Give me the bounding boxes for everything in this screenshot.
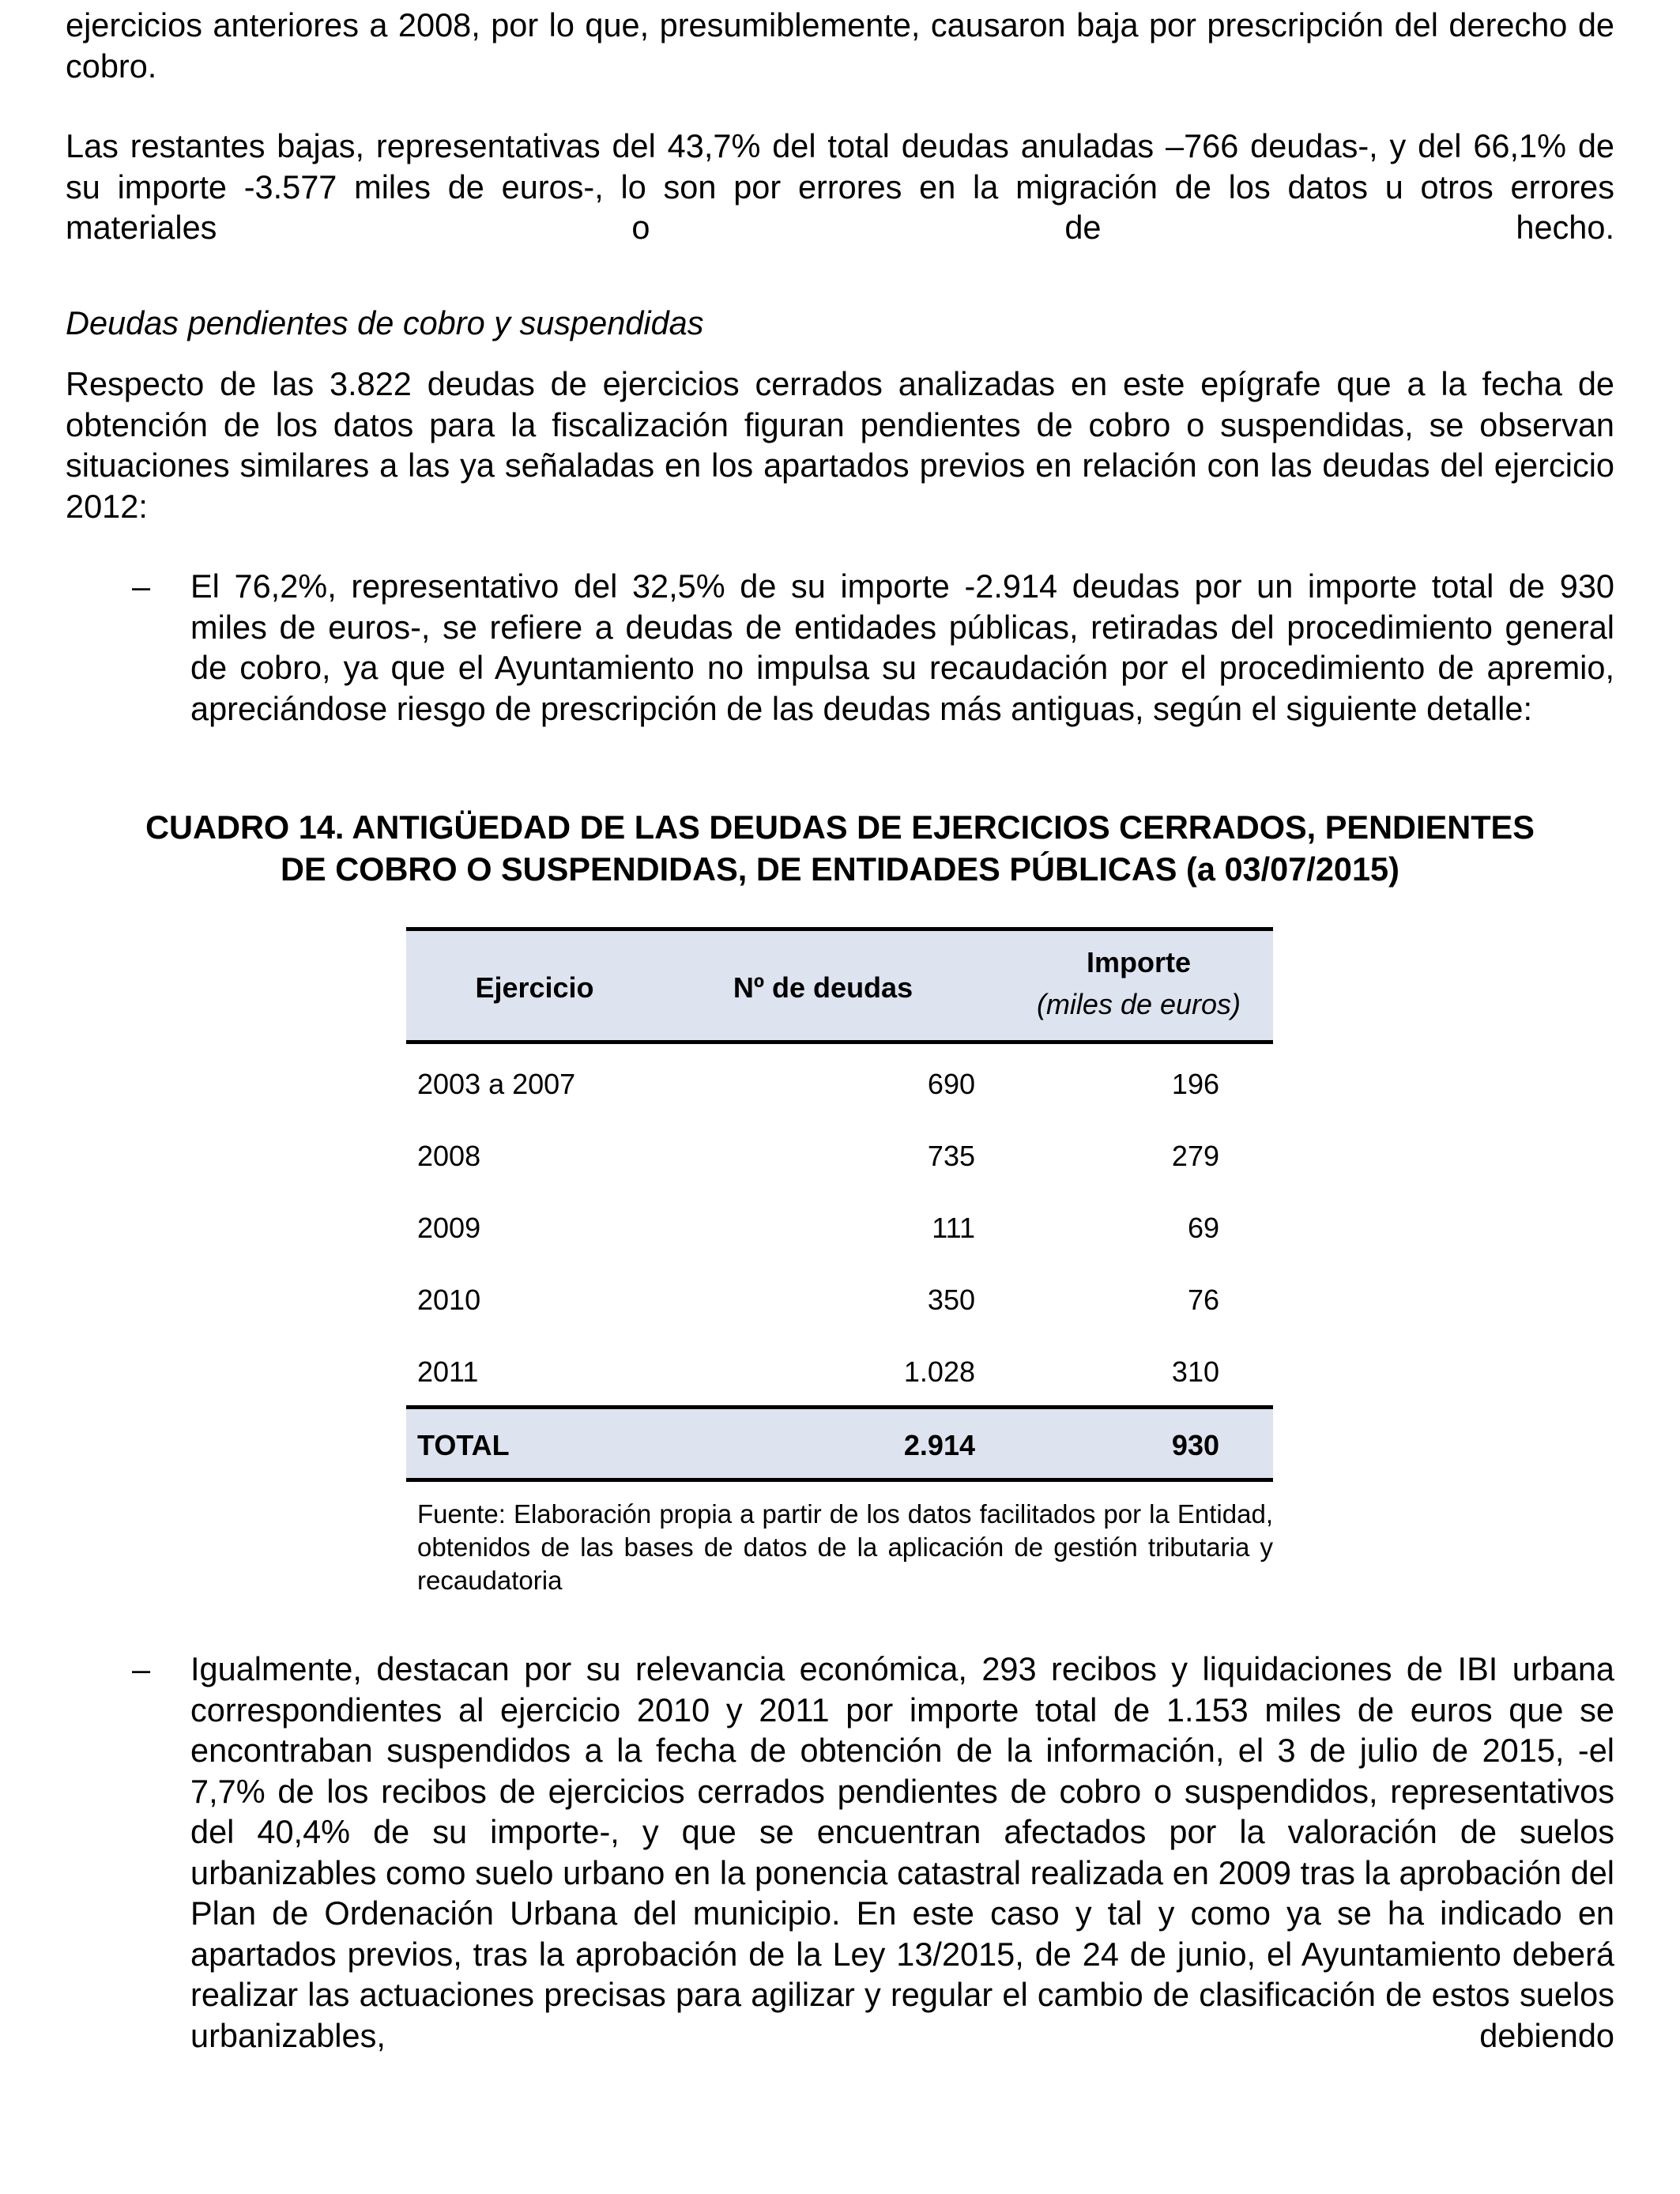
table-row: [406, 1332, 1273, 1404]
cell-num-deudas: 111: [932, 1212, 975, 1244]
dash-bullet-icon: –: [132, 567, 151, 605]
table-row: [406, 1116, 1273, 1188]
cell-ejercicio: 2003 a 2007: [417, 1068, 576, 1100]
header-importe-unit: (miles de euros): [1036, 988, 1241, 1020]
cell-importe: 76: [1187, 1284, 1219, 1316]
cell-importe: 69: [1187, 1212, 1219, 1244]
paragraph-remaining-write-offs: Las restantes bajas, representativas del 43,7% del total deudas anuladas –766 deudas-, y del 66,1% de su importe -3.577 miles de euros-, lo son por errores en la migración de los datos u otros errores materiales o de hecho.: [66, 127, 1614, 246]
cell-num-deudas: 1.028: [903, 1355, 975, 1388]
cell-ejercicio: 2008: [417, 1140, 481, 1172]
table-title: [66, 806, 1614, 890]
table-row: [406, 1260, 1273, 1332]
header-ejercicio: Ejercicio: [475, 971, 594, 1004]
total-num-deudas: 2.914: [903, 1429, 975, 1461]
table-row: [406, 1044, 1273, 1116]
cell-ejercicio: 2011: [417, 1355, 479, 1388]
bullet-text: Igualmente, destacan por su relevancia económica, 293 recibos y liquidaciones de IBI urbana correspondientes al ejercicio 2010 y 2011 por importe total de 1.153 miles de euros que se encontraban suspendidos a la fecha de obtención de la información, el 3 de julio de 2015, -el 7,7% de los recibos de ejercicios cerrados pendientes de cobro o suspendidos, representativos del 40,4% de su importe-, y que se encuentran afectados por la valoración de suelos urbanizables como suelo urbano en la ponencia catastral realizada en 2009 tras la aprobación del Plan de Ordenación Urbana del municipio. En este caso y tal y como ya se ha indicado en apartados previos, tras la aprobación de la Ley 13/2015, de 24 de junio, el Ayuntamiento deberá realizar las actuaciones precisas para agilizar y regular el cambio de clasificación de estos suelos urbanizables, debiendo: [190, 1650, 1614, 2054]
cell-num-deudas: 690: [927, 1068, 975, 1100]
cell-ejercicio: 2010: [417, 1284, 481, 1316]
header-num-deudas: Nº de deudas: [733, 971, 913, 1004]
dash-bullet-icon: –: [132, 1650, 151, 1687]
table-header: [406, 927, 1273, 1044]
cell-num-deudas: 350: [927, 1284, 975, 1316]
section-subheading: Deudas pendientes de cobro y suspendidas: [66, 304, 704, 341]
paragraph-prescription: ejercicios anteriores a 2008, por lo que, presumiblemente, causaron baja por prescripción del derecho de cobro.: [66, 6, 1614, 85]
table-source-note: Fuente: Elaboración propia a partir de los datos facilitados por la Entidad, obtenidos de las bases de datos de la aplicación de gestión tributaria y recaudatoria: [417, 1499, 1273, 1595]
total-importe: 930: [1171, 1429, 1219, 1461]
table-title-line-1: CUADRO 14. ANTIGÜEDAD DE LAS DEUDAS DE EJERCICIOS CERRADOS, PENDIENTES: [145, 809, 1535, 846]
header-importe: Importe: [1086, 946, 1191, 978]
cell-num-deudas: 735: [927, 1140, 975, 1172]
table-total-row: [406, 1405, 1273, 1482]
cell-importe: 196: [1171, 1068, 1219, 1100]
table-title-line-2: DE COBRO O SUSPENDIDAS, DE ENTIDADES PÚBLICAS (a 03/07/2015): [281, 850, 1399, 888]
cell-importe: 279: [1171, 1140, 1219, 1172]
table-row: [406, 1188, 1273, 1260]
cell-ejercicio: 2009: [417, 1212, 481, 1244]
total-label: TOTAL: [417, 1429, 510, 1461]
paragraph-pending-debts: Respecto de las 3.822 deudas de ejercicios cerrados analizadas en este epígrafe que a la fecha de obtención de los datos para la fiscalización figuran pendientes de cobro o suspendidas, se observan situaciones similares a las ya señaladas en los apartados previos en relación con las deudas del ejercicio 2012:: [66, 365, 1614, 525]
cell-importe: 310: [1171, 1355, 1219, 1388]
bullet-text: El 76,2%, representativo del 32,5% de su importe -2.914 deudas por un importe total de 930 miles de euros-, se refiere a deudas de entidades públicas, retiradas del procedimiento general de cobro, ya que el Ayuntamiento no impulsa su recaudación por el procedimiento de apremio, apreciándose riesgo de prescripción de las deudas más antiguas, según el siguiente detalle:: [190, 567, 1614, 727]
